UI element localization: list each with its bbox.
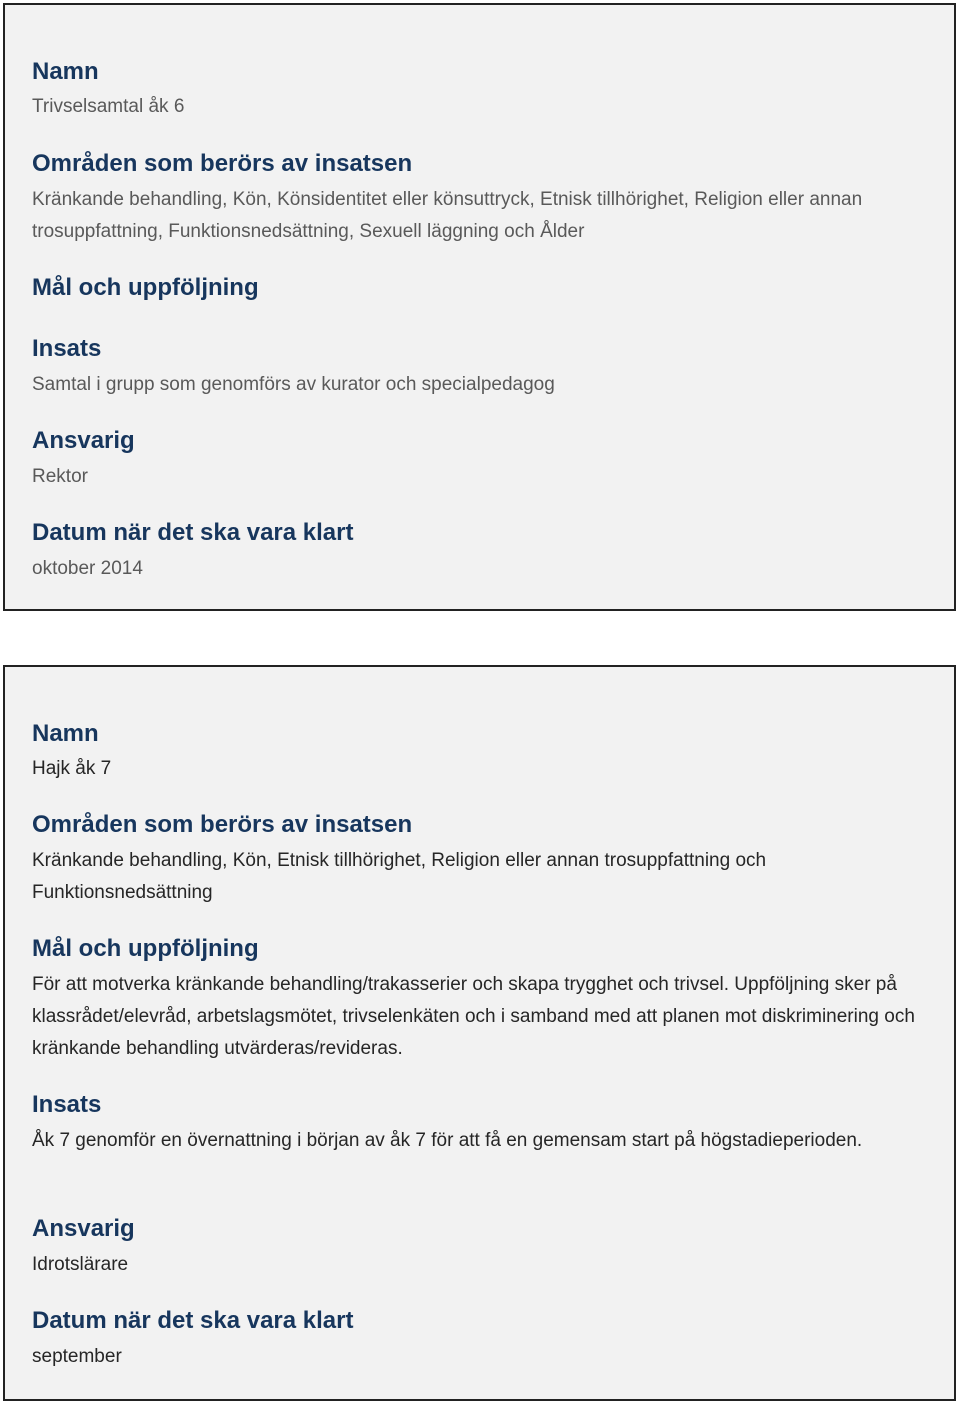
areas-heading: Områden som berörs av insatsen: [32, 811, 413, 838]
responsible-heading: Ansvarig: [32, 427, 135, 454]
goals-heading: Mål och uppföljning: [32, 935, 259, 962]
deadline-heading: Datum när det ska vara klart: [32, 1307, 354, 1334]
deadline-value: oktober 2014: [32, 558, 143, 579]
deadline-heading: Datum när det ska vara klart: [32, 519, 354, 546]
responsible-value: Idrotslärare: [32, 1254, 129, 1275]
areas-value: Kränkande behandling, Kön, Etnisk tillhörighet, Religion eller annan trosuppfattning och Funktionsnedsättning: [32, 850, 767, 903]
areas-value: Kränkande behandling, Kön, Könsidentitet eller könsuttryck, Etnisk tillhörighet, Religion eller annan trosuppfattning, Funktionsnedsättning, Sexuell läggning och Ålder: [32, 189, 863, 242]
name-heading: Namn: [32, 720, 99, 747]
action-value: Åk 7 genomför en övernattning i början av åk 7 för att få en gemensam start på högstadieperioden.: [32, 1130, 863, 1151]
action-card: [3, 665, 956, 1401]
name-value: Trivselsamtal åk 6: [32, 96, 185, 117]
name-value: Hajk åk 7: [32, 758, 112, 779]
areas-heading: Områden som berörs av insatsen: [32, 150, 413, 177]
deadline-value: september: [32, 1346, 122, 1367]
goals-value: För att motverka kränkande behandling/trakasserier och skapa trygghet och trivsel. Uppföljning sker på klassrådet/elevråd, arbetslagsmötet, trivselenkäten och i samband med att planen mot diskriminering och kränkande behandling utvärderas/revideras.: [32, 974, 915, 1059]
goals-heading: Mål och uppföljning: [32, 274, 259, 301]
name-heading: Namn: [32, 58, 99, 85]
responsible-value: Rektor: [32, 466, 88, 487]
responsible-heading: Ansvarig: [32, 1215, 135, 1242]
action-heading: Insats: [32, 1091, 102, 1118]
action-card: [3, 3, 956, 611]
action-heading: Insats: [32, 335, 102, 362]
action-value: Samtal i grupp som genomförs av kurator och specialpedagog: [32, 374, 555, 395]
